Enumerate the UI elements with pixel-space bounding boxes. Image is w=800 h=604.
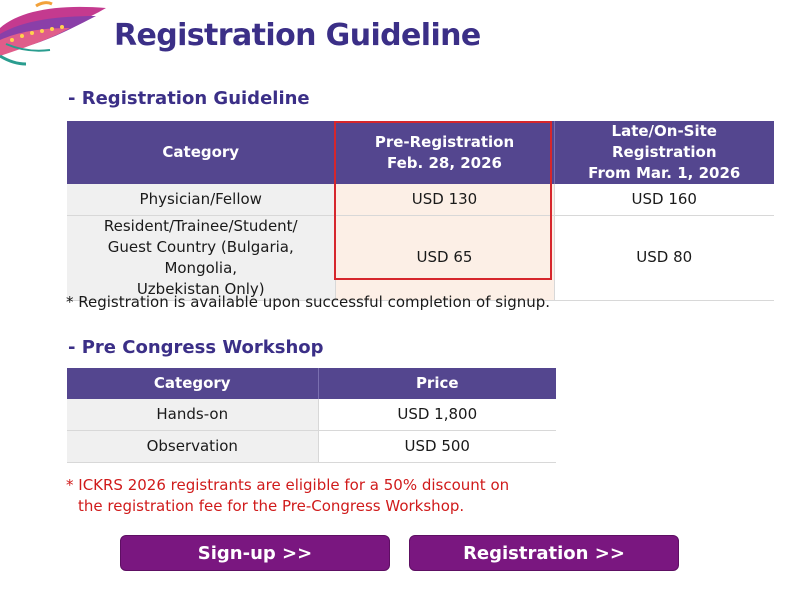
registration-fee-table — [67, 121, 774, 301]
registration-section-title: - Registration Guideline — [68, 88, 310, 109]
discount-note-line: * ICKRS 2026 registrants are eligible for a 50% discount on — [66, 476, 510, 494]
row-pre-fee: USD 130 — [335, 184, 554, 215]
row-late-fee: USD 80 — [554, 215, 774, 300]
late-registration-label: Late/On-Site Registration — [611, 122, 717, 161]
workshop-price: USD 500 — [318, 430, 556, 462]
header-late-registration — [554, 121, 774, 184]
pre-registration-date: Feb. 28, 2026 — [386, 153, 502, 172]
header-pre-registration — [335, 121, 554, 184]
category-line: Uzbekistan Only) — [136, 279, 265, 298]
workshop-category: Observation — [67, 430, 318, 462]
row-category — [67, 215, 335, 300]
discount-note-line: the registration fee for the Pre-Congress Workshop. — [78, 497, 465, 515]
signup-button[interactable]: Sign-up >> — [120, 535, 390, 571]
workshop-header-category: Category — [67, 368, 318, 399]
late-registration-date: From Mar. 1, 2026 — [588, 164, 741, 182]
header-category: Category — [67, 121, 335, 184]
category-line: Guest Country (Bulgaria, Mongolia, — [107, 237, 294, 277]
category-line: Resident/Trainee/Student/ — [103, 216, 298, 235]
registration-button[interactable]: Registration >> — [409, 535, 679, 571]
table-row — [67, 184, 774, 215]
table-row — [67, 215, 774, 300]
workshop-price: USD 1,800 — [318, 399, 556, 430]
row-late-fee: USD 160 — [554, 184, 774, 215]
workshop-section-title: - Pre Congress Workshop — [68, 337, 324, 358]
page-title: Registration Guideline — [114, 18, 481, 53]
event-logo — [0, 0, 110, 72]
workshop-header-price: Price — [318, 368, 556, 399]
workshop-discount-note — [66, 475, 509, 517]
row-category: Physician/Fellow — [67, 184, 335, 215]
pre-registration-label: Pre-Registration — [374, 132, 515, 151]
registration-note: * Registration is available upon successful completion of signup. — [66, 293, 551, 311]
table-row — [67, 399, 556, 430]
table-row — [67, 430, 556, 462]
workshop-category: Hands-on — [67, 399, 318, 430]
row-pre-fee: USD 65 — [335, 215, 554, 300]
workshop-fee-table — [67, 368, 556, 463]
